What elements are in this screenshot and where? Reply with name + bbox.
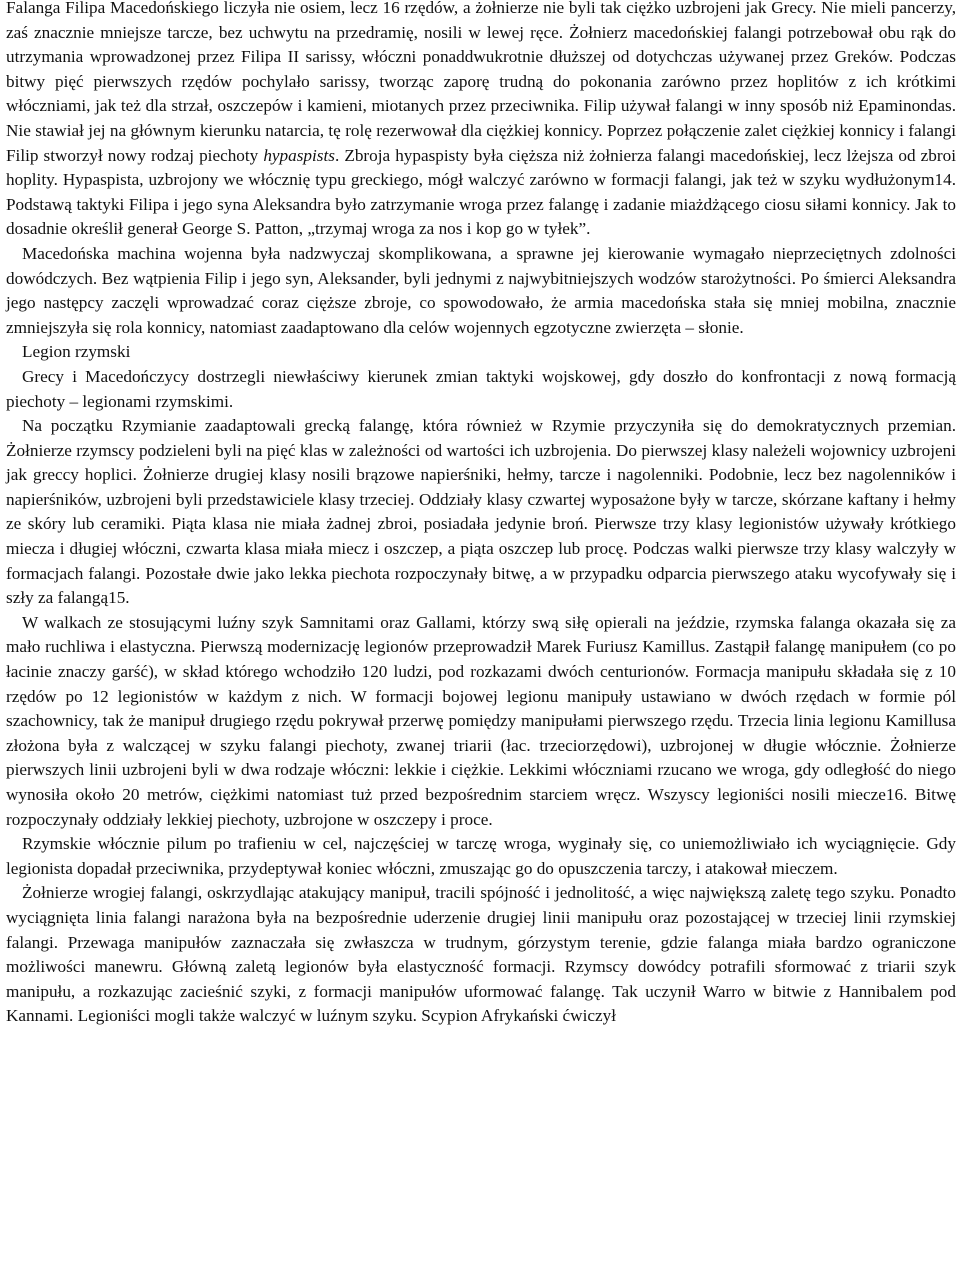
section-heading-roman-legion: Legion rzymski xyxy=(22,342,131,362)
paragraph-text-continued: . Zbroja hypaspisty była cięższa niż żołnierza falangi macedońskiej, lecz lżejsza od zbroi hoplity. Hypaspista, uzbrojony we włócznię typu greckiego, mógł walczyć zarówno w formacji falangi, jak też w szyku wydłużonym14. Podstawą taktyki Filipa i jego syna Aleksandra było zatrzymanie wroga przez falangę i zadanie miażdżącego ciosu siłami konnicy. Jak to dosadnie określił generał George S. Patton, „trzymaj wroga za nos i kop go w tyłek”. xyxy=(6,145,956,239)
paragraph-roman-classes: Na początku Rzymianie zaadaptowali grecką falangę, która również w Rzymie przyczyniła się do demokratycznych przemian. Żołnierze rzymscy podzieleni byli na pięć klas w zależności od wartości ich uzbrojenia. Do pierwszej klasy należeli wojownicy uzbrojeni jak greccy hoplici. Żołnierze drugiej klasy nosili brązowe napierśniki, hełmy, tarcze i nagolenniki. Podobnie, lecz bez nagolenników i napierśników, uzbrojeni byli przedstawiciele klasy trzeciej. Oddziały klasy czwartej wyposażone były w tarcze, skórzane kaftany i hełmy ze skóry lub ceramiki. Piąta klasa nie miała żadnej zbroi, posiadała jedynie broń. Pierwsze trzy klasy legionistów używały krótkiego miecza i długiej włóczni, czwarta klasa miała miecz i oszczep, a piąta oszczep lub procę. Podczas walki pierwsze trzy klasy walczyły w formacjach falangi. Pozostałe dwie jako lekka piechota rozpoczynały bitwę, a w przypadku odparcia pierwszego ataku wycofywały się i szły za falangą15. xyxy=(6,416,956,608)
paragraph-macedonian-war-machine: Macedońska machina wojenna była nadzwyczaj skomplikowana, a sprawne jej kierowanie wymagało nieprzeciętnych zdolności dowódczych. Bez wątpienia Filip i jego syn, Aleksander, byli jednymi z najwybitniejszych wodzów starożytności. Po śmierci Aleksandra jego następcy zaczęli wprowadzać coraz cięższe zbroje, co spowodowało, że armia macedońska stała się mniej mobilna, znacznie zmniejszyła się rola konnicy, natomiast zaadaptowano dla celów wojennych egzotyczne zwierzęta – słonie. xyxy=(6,243,956,337)
paragraph-confrontation: Grecy i Macedończycy dostrzegli niewłaściwy kierunek zmian taktyki wojskowej, gdy doszło do konfrontacji z nową formacją piechoty – legionami rzymskimi. xyxy=(6,366,956,411)
paragraph-macedonian-phalanx xyxy=(6,0,956,242)
paragraph-pilum: Rzymskie włócznie pilum po trafieniu w cel, najczęściej w tarczę wroga, wyginały się, co uniemożliwiało ich wyciągnięcie. Gdy legionista dopadał przeciwnika, przydeptywał koniec włóczni, zmuszając go do opuszczenia tarczy, i atakował mieczem. xyxy=(6,834,956,878)
paragraph-legion-flexibility: Żołnierze wrogiej falangi, oskrzydlając atakujący manipuł, tracili spójność i jednolitość, a więc największą zaletę tego szyku. Ponadto wyciągnięta linia falangi narażona była na bezpośrednie uderzenie drugiej linii manipułu oraz pozostającej w trzeciej linii rzymskiej falangi. Przewaga manipułów zaznaczała się zwłaszcza w trudnym, górzystym terenie, gdzie falanga miała bardzo ograniczone możliwości manewru. Główną zaletą legionów była elastyczność formacji. Rzymscy dowódcy potrafili sformować z triarii szyk manipułu, a rozkazując zacieśnić szyki, z formacji manipułów uformować falangę. Tak uczynił Warro w bitwie z Hannibalem pod Kannami. Legioniści mogli także walczyć w luźnym szyku. Scypion Afrykański ćwiczył xyxy=(6,883,956,1026)
paragraph-manipular-reform: W walkach ze stosującymi luźny szyk Samnitami oraz Gallami, którzy swą siłę opierali na jeździe, rzymska falanga okazała się za mało ruchliwa i elastyczna. Pierwszą modernizację legionów przeprowadził Marek Furiusz Kamillus. Zastąpił falangę manipułem (co po łacinie znaczy garść), w skład którego wchodziło 120 ludzi, pod rozkazami dwóch centurionów. Formacja manipułu składała się z 10 rzędów po 12 legionistów w każdym z nich. W formacji bojowej legionu manipuły ustawiano w dwóch rzędach w formie pól szachownicy, tak że manipuł drugiego rzędu pokrywał przerwę pomiędzy manipułami pierwszego rzędu. Trzecia linia legionu Kamillusa złożona była z walczącej w szyku falangi piechoty, zwanej triarii (łac. trzeciorzędowi), uzbrojonej w długie włócznie. Żołnierze pierwszych linii uzbrojeni byli w dwa rodzaje włóczni: lekkie i ciężkie. Lekkimi włóczniami rzucano we wroga, gdy odległość do niego wynosiła około 20 metrów, ciężkimi natomiast tuż przed bezpośrednim starciem wręcz. Wszyscy legioniści nosili miecze16. Bitwę rozpoczynały oddziały lekkiej piechoty, uzbrojone w oszczepy i proce. xyxy=(6,612,956,829)
paragraph-text: Falanga Filipa Macedońskiego liczyła nie osiem, lecz 16 rzędów, a żołnierze nie byli tak ciężko uzbrojeni jak Grecy. Nie mieli pancerzy, zaś znacznie mniejsze tarcze, bez uchwytu na przedramię, nosili w lewej ręce. Żołnierz macedońskiej falangi potrzebował obu rąk do utrzymania wprowadzonej przez Filipa II sarissy, włóczni ponaddwukrotnie dłuższej od dotychczas używanej przez Greków. Podczas bitwy pięć pierwszych rzędów pochylało sarissy, tworząc zaporę trudną do pokonania zarówno przez hoplitów z ich krótkimi włóczniami, jak też dla strzał, oszczepów i kamieni, miotanych przez przeciwnika. Filip używał falangi w inny sposób niż Epaminondas. Nie stawiał jej na głównym kierunku natarcia, tę rolę rezerwował dla ciężkiej konnicy. Poprzez połączenie zalet ciężkiej konnicy i falangi Filip stworzył nowy rodzaj piechoty xyxy=(6,0,956,165)
italic-term-hypaspists: hypaspists xyxy=(263,145,335,165)
